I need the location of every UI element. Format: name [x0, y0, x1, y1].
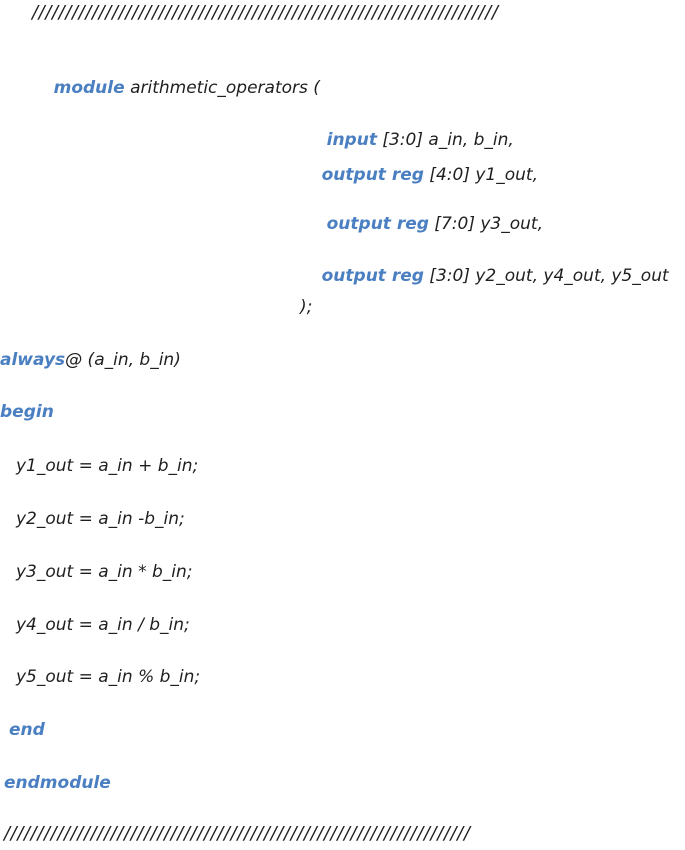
port-keyword-1: input [326, 130, 377, 150]
endmodule-keyword: endmodule [4, 773, 111, 793]
port-signals-3: [7:0] y3_out, [434, 214, 543, 234]
statement-line: y1_out = a_in + b_in; [16, 456, 199, 476]
comment-rule-top: ////////////////////////////////////////////////////////////////////// [32, 2, 499, 23]
begin-keyword: begin [0, 402, 54, 422]
port-keyword-4: output reg [321, 266, 424, 286]
always-keyword: always [0, 350, 66, 370]
module-name: arithmetic_operators ( [130, 78, 320, 98]
statement-line: y5_out = a_in % b_in; [16, 667, 201, 687]
comment-rule-bottom: ////////////////////////////////////////////////////////////////////// [4, 823, 471, 844]
port-signals-1: [3:0] a_in, b_in, [382, 130, 514, 150]
port-list-close: ); [300, 297, 313, 317]
port-keyword-3: output reg [326, 214, 429, 234]
statement-line: y3_out = a_in * b_in; [16, 562, 193, 582]
always-line [0, 349, 181, 371]
sensitivity-list: @ (a_in, b_in) [65, 350, 181, 370]
module-keyword: module [53, 78, 125, 98]
port-signals-4: [3:0] y2_out, y4_out, y5_out [429, 266, 669, 286]
statement-line: y4_out = a_in / b_in; [16, 615, 190, 635]
port-keyword-2: output reg [321, 165, 424, 185]
port-signals-2: [4:0] y1_out, [429, 165, 538, 185]
end-keyword: end [9, 720, 45, 740]
statement-line: y2_out = a_in -b_in; [16, 509, 185, 529]
port-line-4 [300, 243, 669, 309]
module-declaration-line [32, 55, 320, 121]
